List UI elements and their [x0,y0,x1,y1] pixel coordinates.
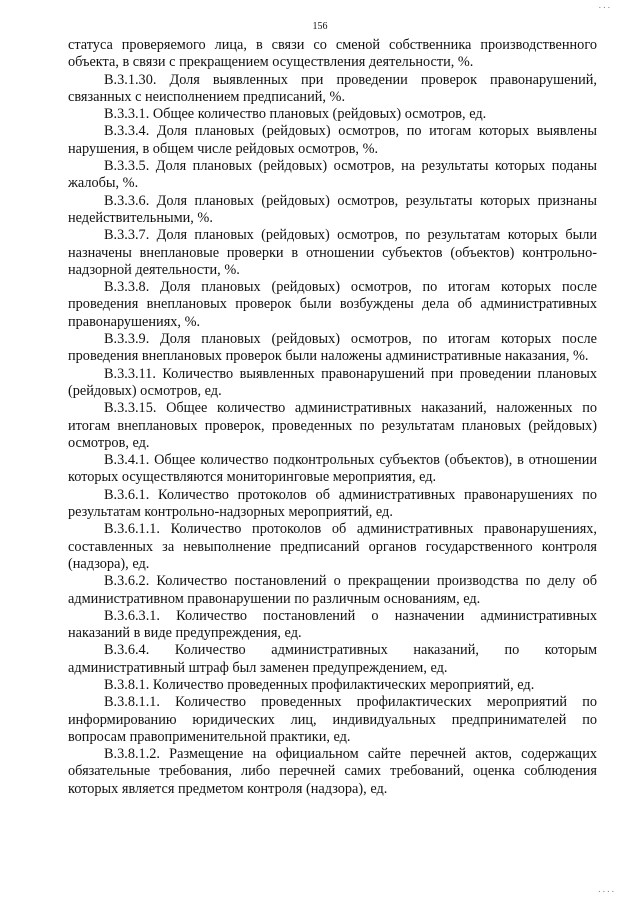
paragraph: В.3.8.1.2. Размещение на официальном сайте перечней актов, содержащих обязательные требования, либо перечней самих требований, оценка соблюдения которых является предметом контроля (надзора), ед. [68,746,597,797]
paragraph: В.3.6.1. Количество протоколов об административных правонарушениях по результатам контрольно-надзорных мероприятий, ед. [68,486,597,521]
paragraph: В.3.6.2. Количество постановлений о прекращении производства по делу об административном правонарушении по различным основаниям, ед. [68,573,597,607]
paragraph: В.3.3.8. Доля плановых (рейдовых) осмотров, по итогам которых после проведения внеплановых проверок были возбуждены дела об административных правонарушениях, %. [68,279,597,330]
paragraph: В.3.3.15. Общее количество административных наказаний, наложенных по итогам внеплановых проверок, проведенных по результатам плановых (рейдовых) осмотров, ед. [68,400,597,451]
paragraph: В.3.3.7. Доля плановых (рейдовых) осмотров, по результатам которых были назначены внеплановые проверки в отношении субъектов (объектов) контрольно-надзорной деятельности, %. [68,227,597,278]
paragraph: В.3.1.30. Доля выявленных при проведении проверок правонарушений, связанных с неисполнением предписаний, %. [68,71,597,105]
paragraph: В.3.6.4. Количество административных наказаний, по которым административный штраф был заменен предупреждением, ед. [68,642,597,676]
paragraph: В.3.3.6. Доля плановых (рейдовых) осмотров, результаты которых признаны недействительными, %. [68,192,597,226]
paragraph: В.3.3.1. Общее количество плановых (рейдовых) осмотров, ед. [104,106,487,123]
paragraph: В.3.3.9. Доля плановых (рейдовых) осмотров, по итогам которых после проведения внеплановых проверок были наложены административные наказания, %. [68,331,597,365]
paragraph: В.3.3.5. Доля плановых (рейдовых) осмотров, на результаты которых поданы жалобы, %. [68,158,597,192]
page-number: 156 [312,21,328,32]
paragraph: В.3.6.1.1. Количество протоколов об административных правонарушениях, составленных за невыполнение предписаний органов государственного контроля (надзора), ед. [68,521,597,572]
paragraph: статуса проверяемого лица, в связи со сменой собственника производственного объекта, в связи с прекращением осуществления деятельности, %. [68,37,597,71]
scan-mark-bottom: . . . . [598,884,614,894]
paragraph: В.3.6.3.1. Количество постановлений о назначении административных наказаний в виде предупреждения, ед. [68,607,597,642]
body-text [68,37,597,798]
paragraph: В.3.3.11. Количество выявленных правонарушений при проведении плановых (рейдовых) осмотров, ед. [68,365,597,399]
paragraph: В.3.8.1. Количество проведенных профилактических мероприятий, ед. [104,676,535,693]
paragraph: В.3.4.1. Общее количество подконтрольных субъектов (объектов), в отношении которых осуществляются мониторинговые мероприятия, ед. [68,452,597,486]
paragraph: В.3.3.4. Доля плановых (рейдовых) осмотров, по итогам которых выявлены нарушения, в общем числе рейдовых осмотров, %. [68,123,597,157]
paragraph: В.3.8.1.1. Количество проведенных профилактических мероприятий по информированию юридических лиц, индивидуальных предпринимателей по вопросам правоприменительной практики, ед. [68,694,597,745]
scan-mark-top: . . . [598,0,610,10]
